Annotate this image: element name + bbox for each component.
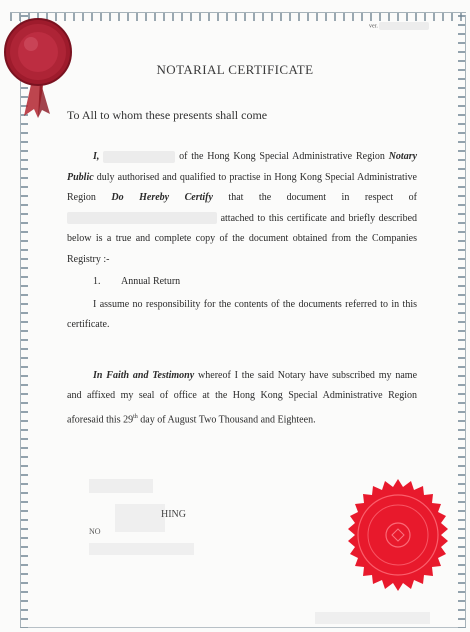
- ornamental-border-bottom: [20, 624, 466, 628]
- intro-paragraph: I, of the Hong Kong Special Administrative Region Notary Public duly authorised and qualified to practise in Hong Kong Special Administrative Region Do Hereby Certify that the document in respect of attached to this certificate and briefly described below is a true and complete copy of the document obtained from the Companies Registry :-: [67, 151, 418, 265]
- redacted-signature-name: [115, 504, 165, 532]
- list-item: 1. Annual Return: [93, 276, 181, 287]
- certificate-body: [67, 147, 417, 430]
- redacted-signature-title: [89, 543, 194, 555]
- certificate-title: NOTARIAL CERTIFICATE: [156, 62, 314, 77]
- redacted-notary-name: [103, 151, 175, 163]
- redacted-version: [379, 22, 429, 30]
- ornamental-border-right: [458, 15, 466, 628]
- redacted-footer: [315, 612, 430, 624]
- ornamental-border-top: [10, 12, 466, 21]
- redacted-subject: [67, 212, 217, 224]
- notary-seal-icon: [340, 477, 456, 593]
- salutation: To All to whom these presents shall come: [67, 108, 268, 122]
- signature-name-fragment: HING: [161, 509, 186, 520]
- redacted-signature: [89, 479, 153, 493]
- testimony-paragraph: In Faith and Testimony whereof I the said Notary have subscribed my name and affixed my seal of office at the Hong Kong Special Administrative Region aforesaid this 29th day of August Two Thousand and Eighteen.: [67, 369, 418, 425]
- version-label: ver.: [369, 22, 429, 30]
- signature-title-fragment: NO: [89, 527, 101, 536]
- disclaimer-paragraph: I assume no responsibility for the contents of the documents referred to in this certificate.: [67, 298, 417, 330]
